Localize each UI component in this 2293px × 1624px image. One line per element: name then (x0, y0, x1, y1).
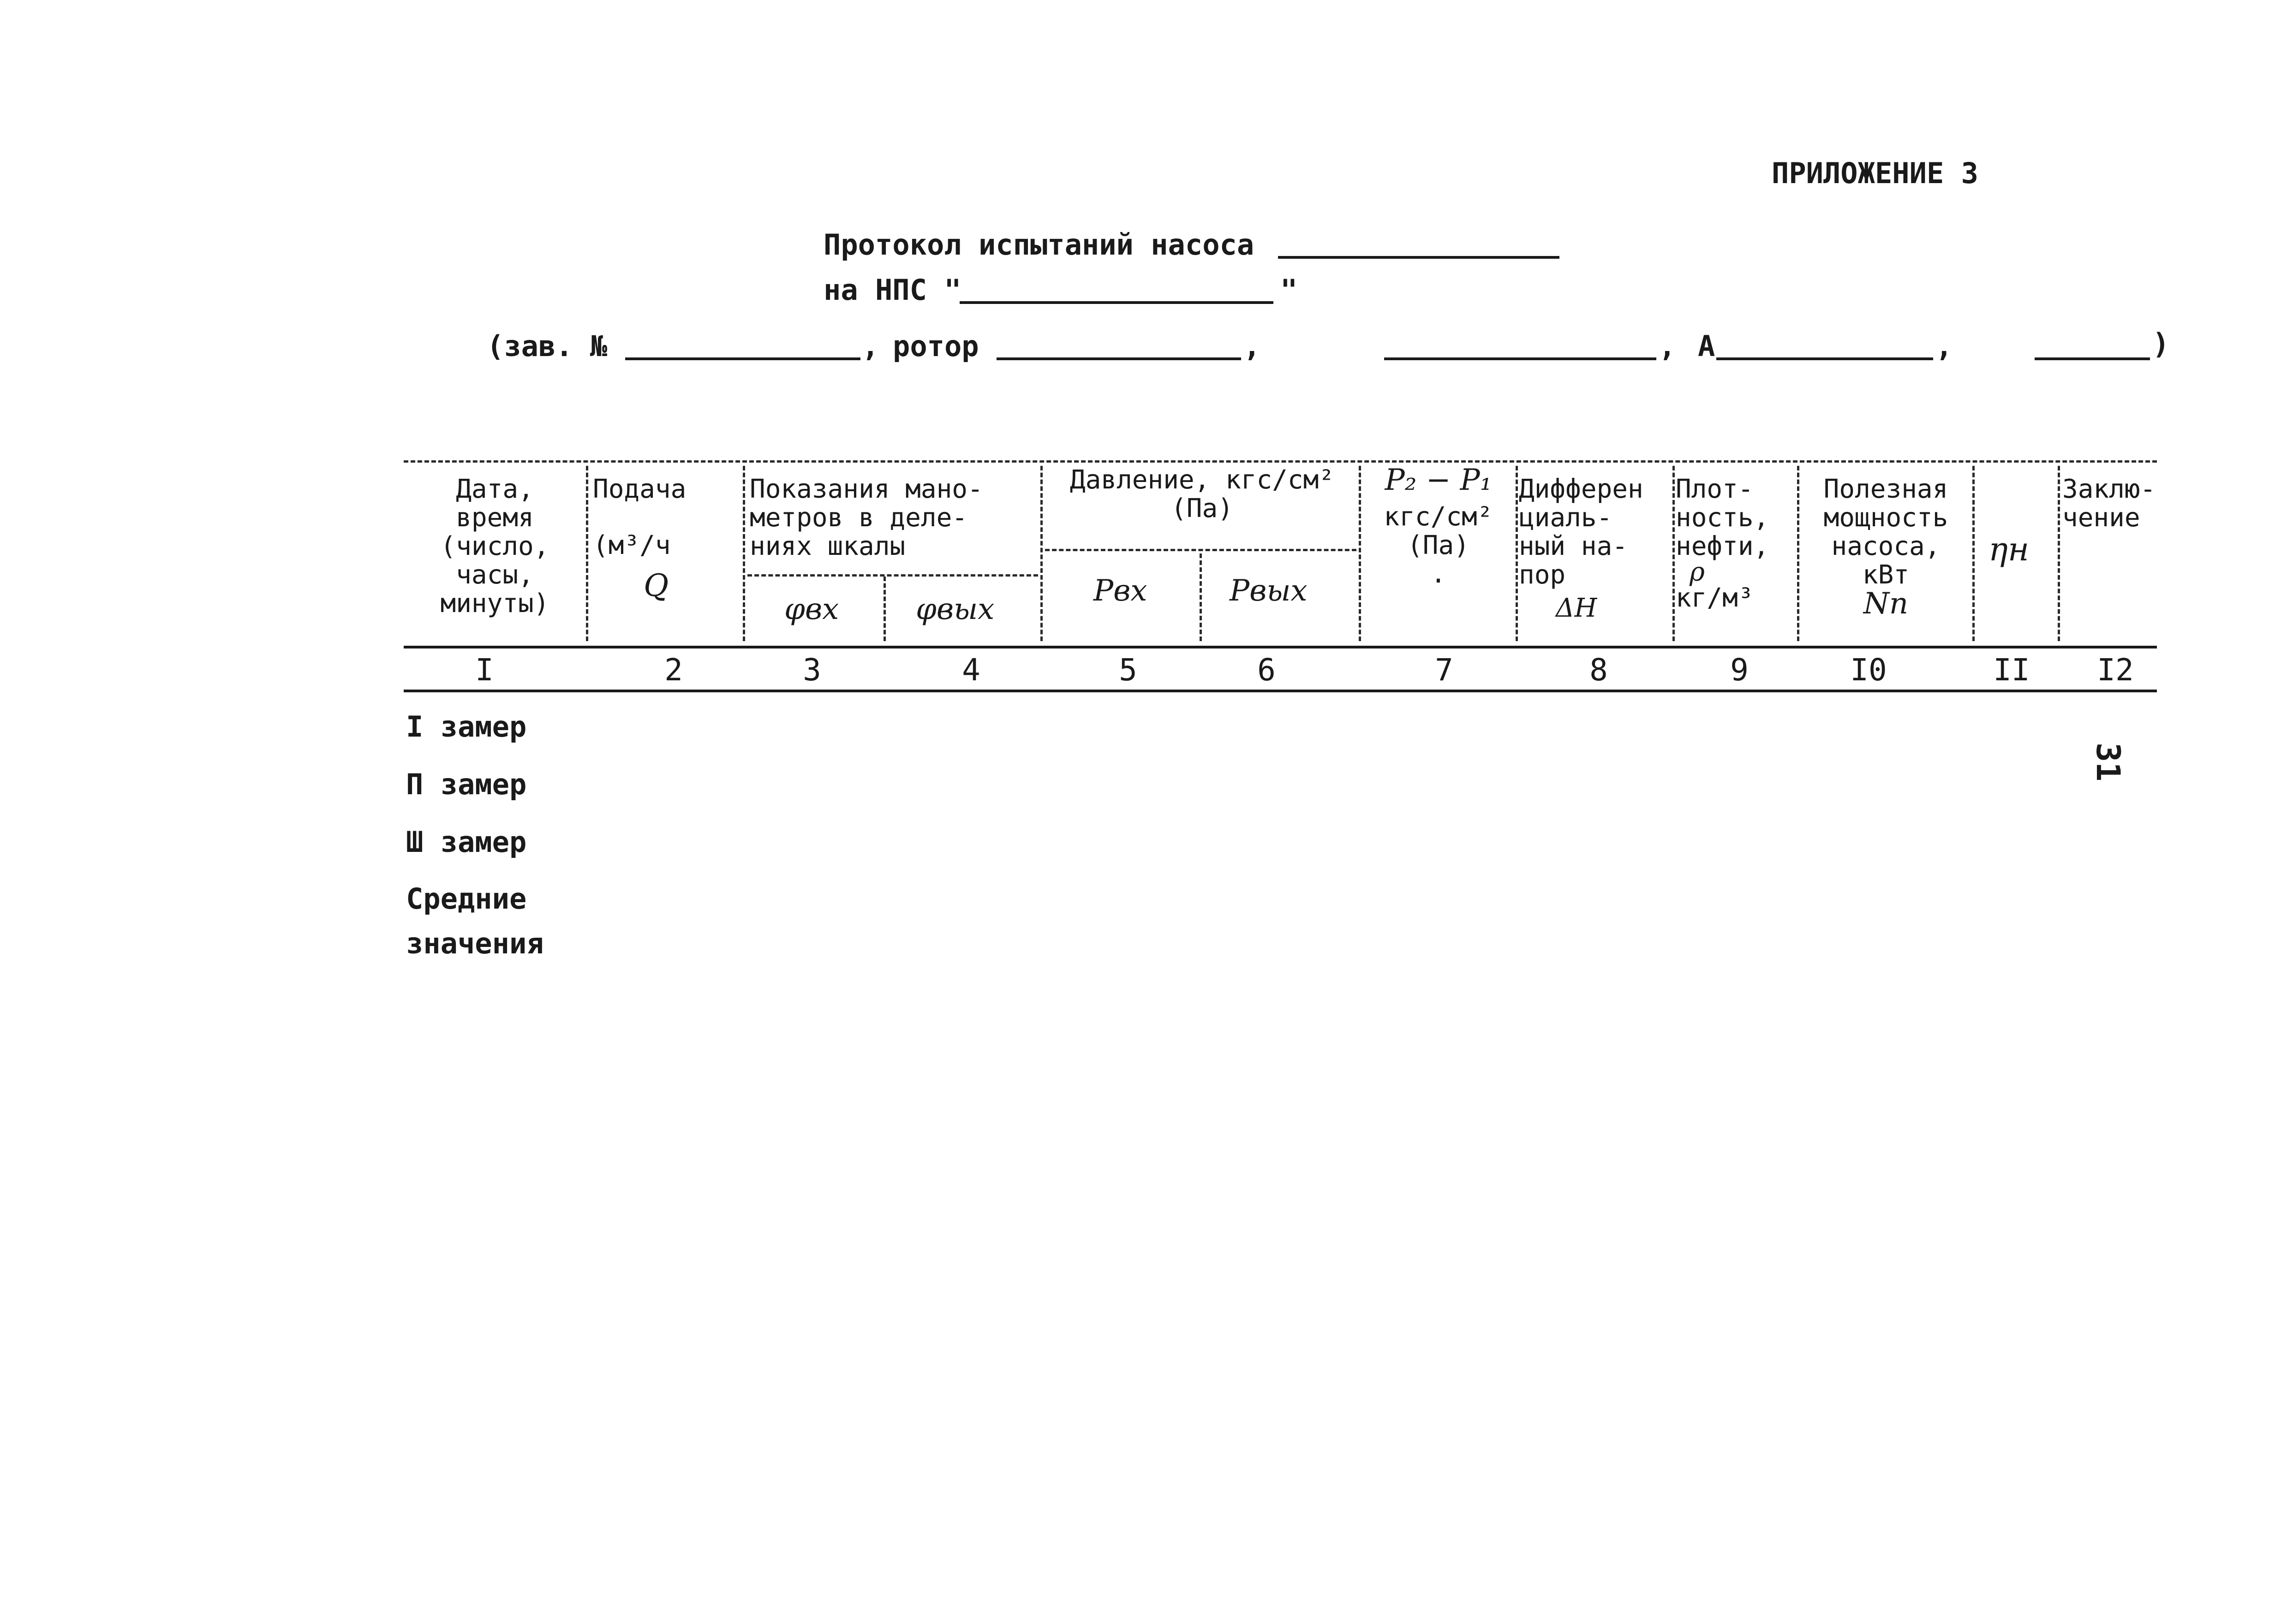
col-num-12: I2 (2097, 652, 2134, 688)
col-num-3: 3 (803, 652, 821, 688)
col-num-4: 4 (962, 652, 980, 688)
header-pressure-diff: P₂ − P₁ кгс/см² (Па) . (1384, 463, 1493, 589)
table-top-rule (404, 460, 2157, 463)
header-conclusion: Заклю- чение (2062, 474, 2156, 533)
header-flow: Подача (м³/ч Q (593, 474, 687, 603)
col-num-7: 7 (1435, 652, 1453, 688)
station-name-blank (960, 301, 1273, 304)
header-p-out: Pвых (1230, 574, 1308, 608)
header-pressure: Давление, кгс/см² (Па) (1069, 465, 1335, 523)
col-sep-11 (2058, 466, 2060, 641)
field3-blank (1384, 357, 1656, 360)
header-efficiency: ηн (1988, 530, 2030, 568)
protocol-title: Протокол испытаний насоса (824, 228, 1254, 262)
col-sep-5 (1200, 553, 1202, 641)
row-label-2: П замер (406, 767, 527, 801)
col-num-1: I (475, 652, 494, 688)
col-num-6: 6 (1257, 652, 1276, 688)
a-blank (1716, 357, 1933, 360)
pump-name-blank (1278, 256, 1559, 259)
serial-blank (625, 357, 860, 360)
station-prefix: на НПС " (824, 273, 961, 307)
header-power: Полезная мощность насоса, кВт Nп (1823, 474, 1948, 621)
col-num-10: I0 (1850, 652, 1887, 688)
header-bottom-rule (404, 646, 2157, 648)
header-gauge-readings: Показания мано- метров в деле- ниях шкалы (750, 474, 983, 561)
serial-label: (зав. № (487, 329, 608, 363)
header-phi-in: φвх (784, 592, 839, 626)
col-sep-7 (1516, 466, 1518, 641)
appendix-label: ПРИЛОЖЕНИЕ 3 (1772, 156, 1978, 190)
rotor-blank (997, 357, 1241, 360)
col-num-2: 2 (664, 652, 683, 688)
serial-comma: , (862, 329, 879, 363)
field5-blank (2035, 357, 2150, 360)
col-sep-8 (1672, 466, 1675, 641)
col-sep-2 (743, 466, 745, 641)
row-label-avg-2: значения (406, 927, 544, 960)
header-diff-head: Дифферен циаль- ный на- пор ΔH (1519, 474, 1643, 623)
row-label-avg-1: Средние (406, 882, 527, 916)
col-sep-3 (884, 577, 886, 641)
col-num-9: 9 (1730, 652, 1749, 688)
pressure-subrule (1045, 549, 1356, 551)
gauges-subrule (747, 574, 1038, 577)
col-num-11: II (1993, 652, 2030, 688)
col-sep-10 (1972, 466, 1975, 641)
col-num-8: 8 (1589, 652, 1608, 688)
a-comma: , (1935, 329, 1953, 363)
id-close: ) (2152, 327, 2170, 361)
field3-comma: , (1659, 329, 1676, 363)
station-suffix: " (1280, 273, 1298, 307)
rotor-comma: , (1243, 329, 1261, 363)
numbers-bottom-rule (404, 690, 2157, 692)
col-num-5: 5 (1119, 652, 1137, 688)
col-sep-9 (1797, 466, 1799, 641)
rotor-label: ротор (893, 329, 979, 363)
col-sep-1 (586, 466, 588, 641)
a-label: А (1698, 329, 1715, 363)
header-p-in: Pвх (1093, 574, 1147, 608)
header-density: Плот- ность, нефти, ρ кг/м³ (1676, 474, 1769, 613)
header-phi-out: φвых (916, 592, 995, 626)
row-label-1: I замер (406, 710, 527, 744)
col-sep-4 (1040, 466, 1043, 641)
page-number: 31 (2089, 743, 2127, 782)
header-date: Дата, время (число, часы, минуты) (440, 474, 549, 619)
col-sep-6 (1359, 466, 1361, 641)
row-label-3: Ш замер (406, 825, 527, 859)
